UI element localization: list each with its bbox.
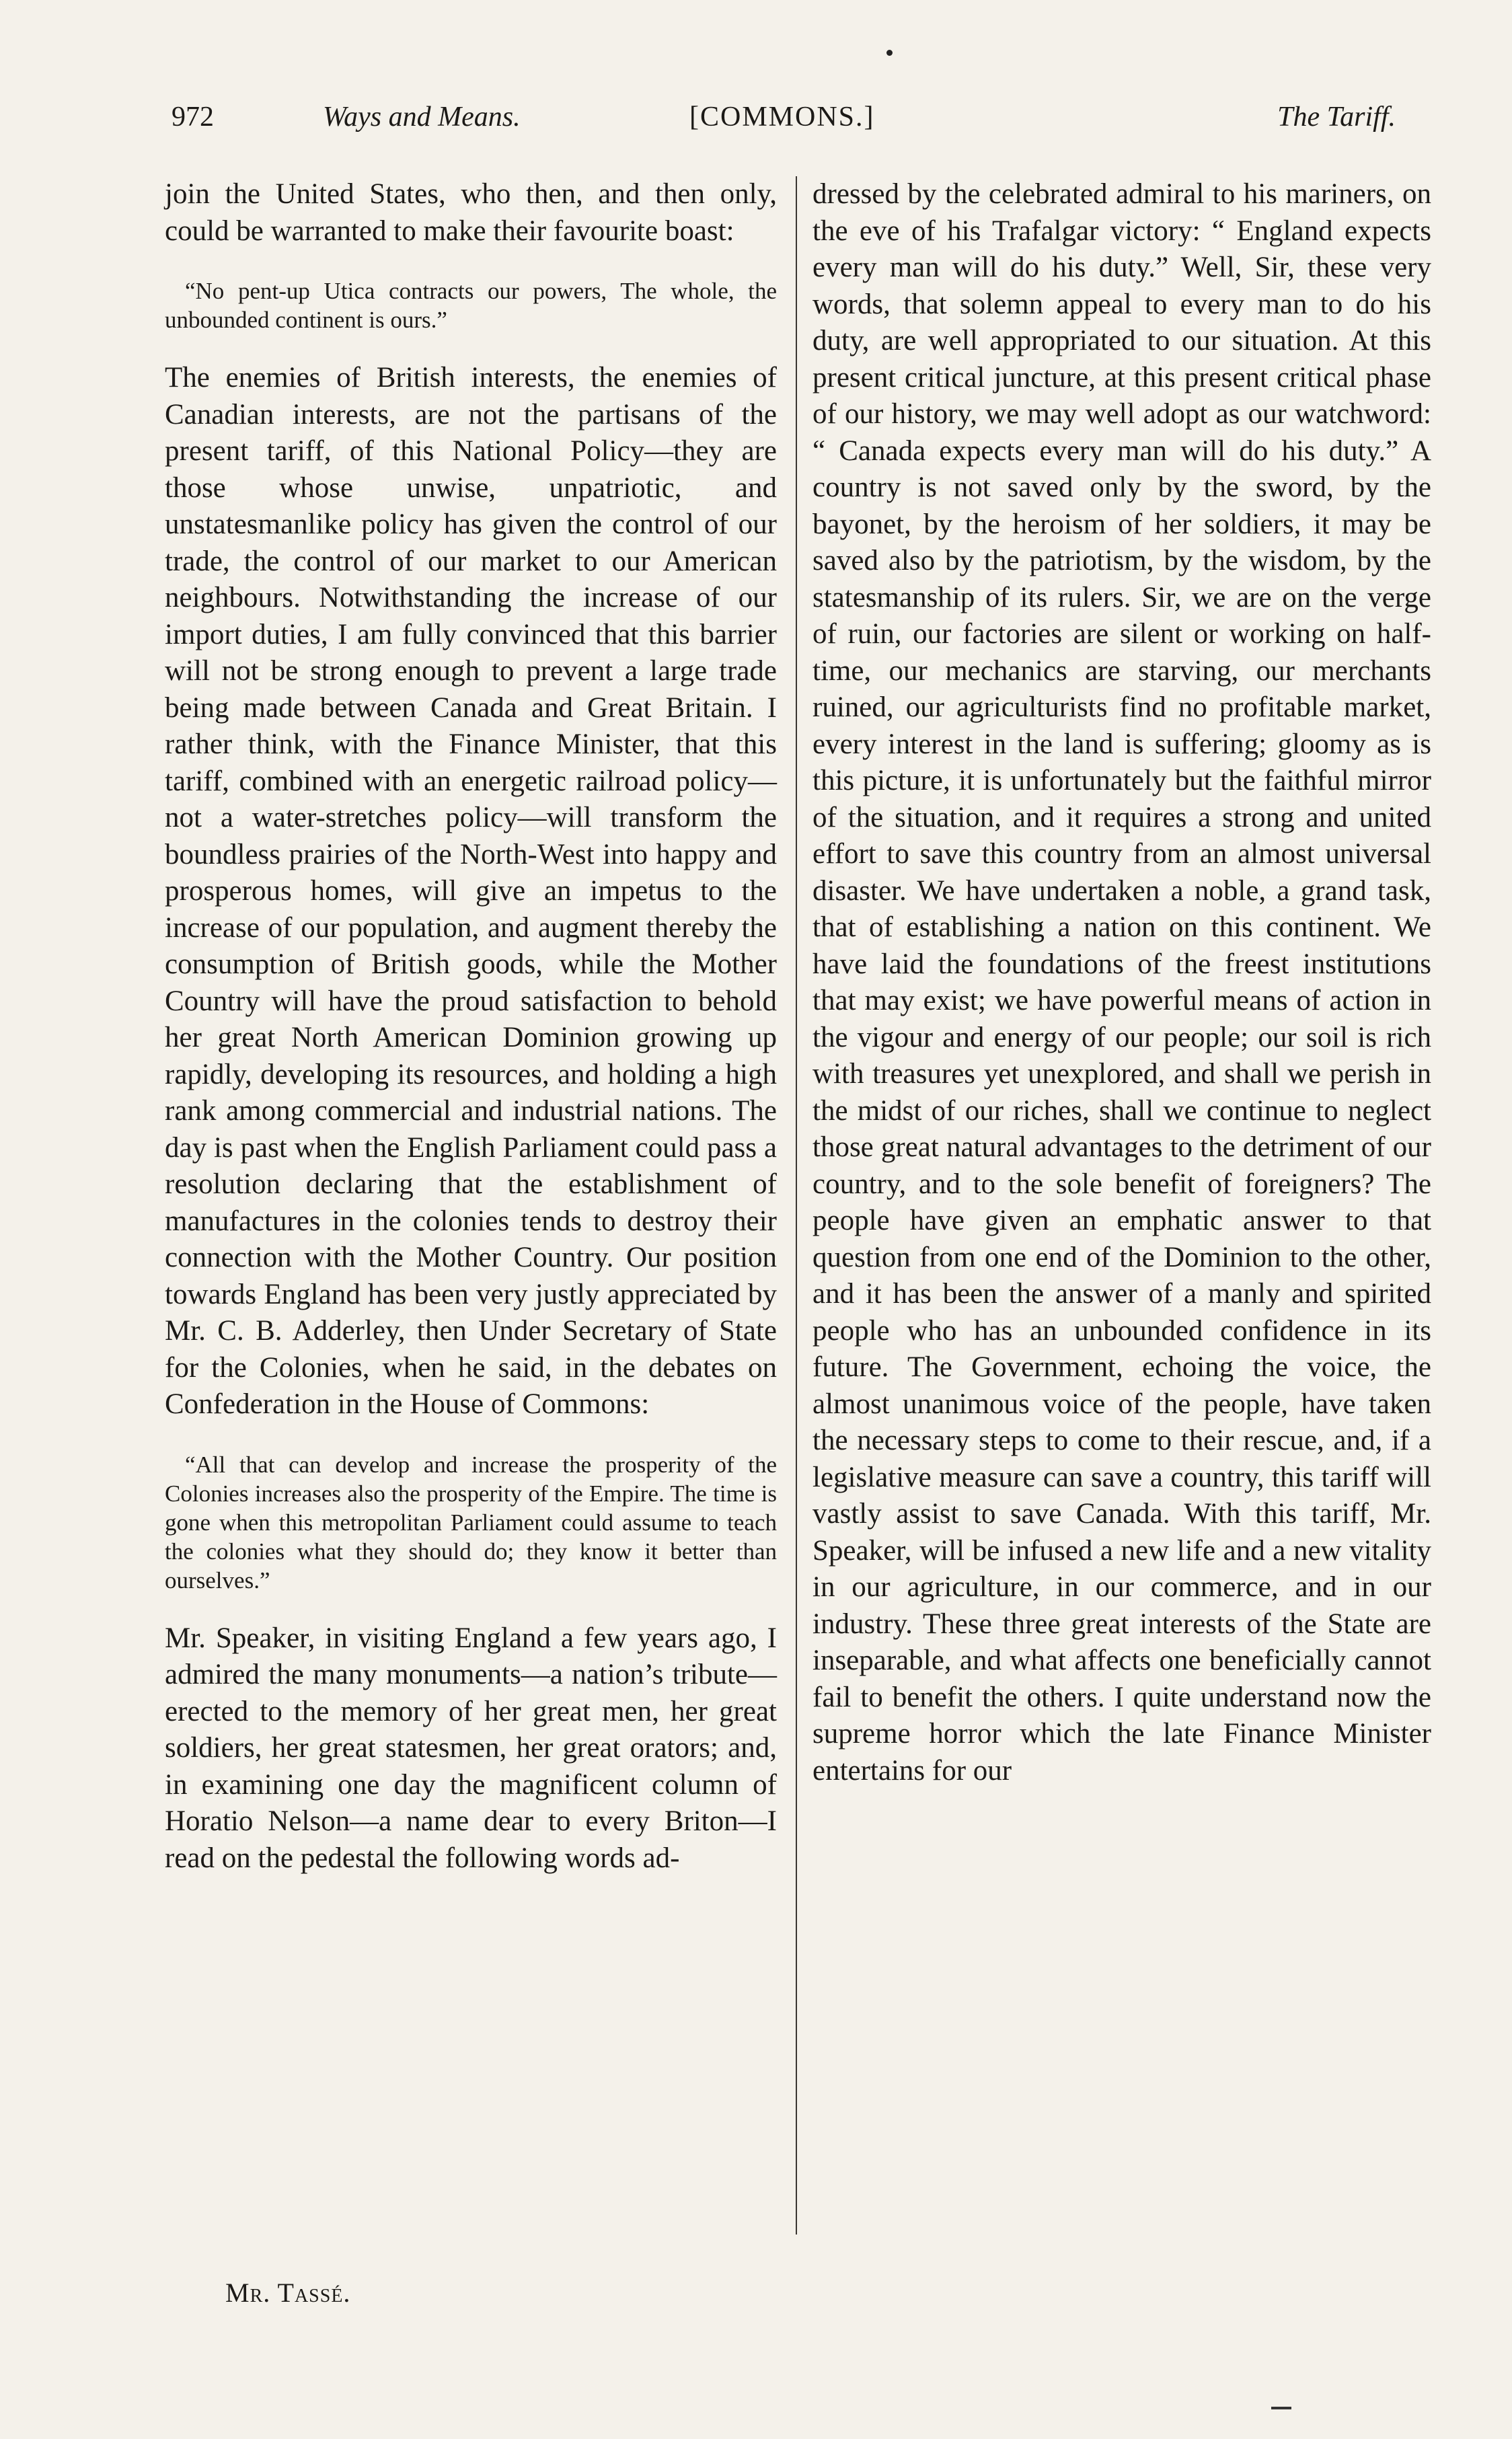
paragraph: Mr. Speaker, in visiting England a few years ago, I admired the many monuments—a nation’s tribute—erected to the memory of her great men, her great soldiers, her great statesmen, her great orators; and, in examining one day the magnificent column of Horatio Nelson—a name dear to every Briton—I read on the pedestal the following words ad-: [165, 1622, 777, 1874]
block-quote: “All that can develop and increase the prosperity of the Colonies increases also the prosperity of the Empire. The time is gone when this metropolitan Parliament could assume to teach the colonies what they should do; they know it better than ourselves.”: [165, 1451, 777, 1593]
paragraph: The enemies of British interests, the enemies of Canadian interests, are not the partisans of the present tariff, of this National Policy—they are those whose unwise, unpatriotic, and unstatesmanlike policy has given the control of our trade, the control of our market to our American neighbours. Notwithstanding the increase of our import duties, I am fully convinced that this barrier will not be strong enough to prevent a large trade being made between Canada and Great Britain. I rather think, with the Finance Minister, that this tariff, combined with an energetic railroad policy—not a water-stretches policy—will transform the boundless prairies of the North-West into happy and prosperous homes, will give an impetus to the increase of our population, and augment thereby the consumption of British goods, while the Mother Country will have the proud satisfaction to behold her great North American Dominion growing up rapidly, developing its resources, and holding a high rank among commercial and industrial nations. The day is past when the English Parliament could pass a resolution declaring that the establishment of manufactures in the colonies tends to destroy their connection with the Mother Country. Our position towards England has been very justly appreciated by Mr. C. B. Adderley, then Under Secretary of State for the Colonies, when he said, in the debates on Confederation in the House of Commons:: [165, 362, 777, 1420]
running-header: [172, 101, 1396, 148]
page-number: 972: [172, 102, 214, 133]
paragraph: dressed by the celebrated admiral to his mariners, on the eve of his Trafalgar victory: “ England expects every man will do his duty.” Well, Sir, these very words, that solemn appeal to every man to do his duty, are well appropriated to our situation. At this present critical juncture, at this present critical phase of our history, we may well adopt as our watchword: “ Canada expects every man will do his duty.” A country is not saved only by the sword, by the bayonet, by the heroism of her soldiers, it may be saved also by the patriotism, by the wisdom, by the statesmanship of its rulers. Sir, we are on the verge of ruin, our factories are silent or working on half-time, our mechanics are starving, our merchants ruined, our agriculturists find no profitable market, every interest in the land is suffering; gloomy as is this picture, it is unfortunately but the faithful mirror of the situation, and it requires a strong and united effort to save this country from an almost universal disaster. We have undertaken a noble, a grand task, that of establishing a nation on this continent. We have laid the foundations of the freest institutions that may exist; we have powerful means of action in the vigour and energy of our people; our soil is rich with treasures yet unexplored, and shall we perish in the midst of our riches, shall we continue to neglect those great natural advantages to the detriment of our country, and to the sole benefit of foreigners? The people have given an emphatic answer to that question from one end of the Dominion to the other, and it has been the answer of a manly and spirited people who has an unbounded confidence in its future. The Government, echoing the voice, the almost unanimous voice of the people, have taken the necessary steps to come to their rescue, and, if a legislative measure can save a country, this tariff will vastly assist to save Canada. With this tariff, Mr. Speaker, will be infused a new life and a new vitality in our agriculture, in our commerce, and in our industry. These three great interests of the State are inseparable, and what affects one beneficially cannot fail to benefit the others. I quite understand now the supreme horror which the late Finance Minister entertains for our: [812, 178, 1431, 1787]
section-title: Ways and Means.: [323, 102, 521, 133]
speaker-name: Mr. Tassé.: [225, 2278, 351, 2308]
verse-quote: “No pent-up Utica contracts our powers, The whole, the unbounded continent is ours.”: [165, 278, 777, 333]
page-mark: [886, 50, 893, 56]
topic-title: The Tariff.: [1277, 102, 1396, 133]
column-divider: [796, 176, 797, 2235]
paragraph: join the United States, who then, and then only, could be warranted to make their favourite boast:: [165, 178, 777, 247]
right-column: [812, 176, 1431, 1789]
page-mark: [1271, 2407, 1291, 2409]
left-column: [165, 176, 777, 1877]
house-label: [COMMONS.]: [689, 102, 875, 133]
